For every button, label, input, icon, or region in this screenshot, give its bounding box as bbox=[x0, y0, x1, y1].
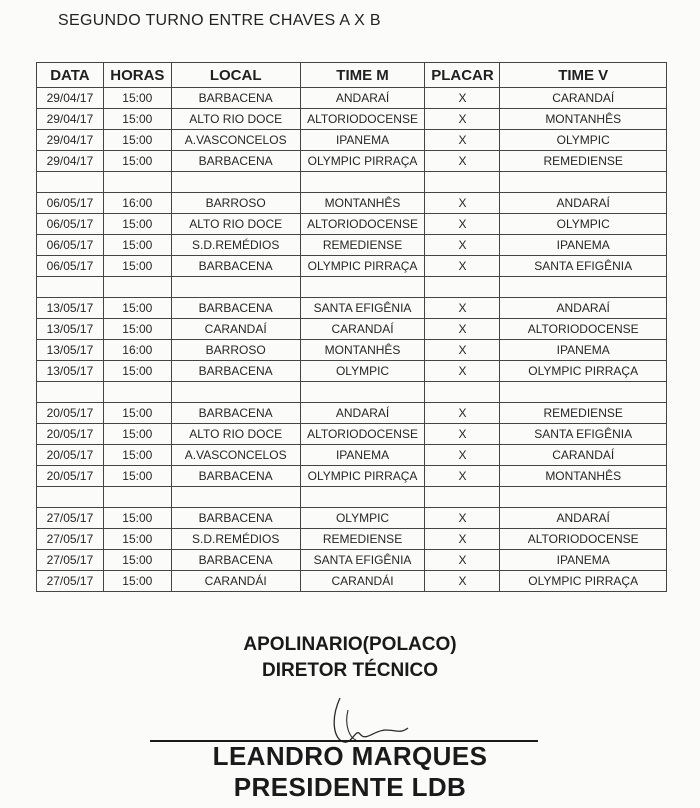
home-team-cell: CARANDÁI bbox=[300, 571, 425, 592]
venue-cell: CARANDÁI bbox=[171, 571, 300, 592]
header-time-v: TIME V bbox=[500, 63, 667, 88]
empty-cell bbox=[300, 487, 425, 508]
home-team-cell: SANTA EFIGÊNIA bbox=[300, 550, 425, 571]
away-team-cell: IPANEMA bbox=[500, 550, 667, 571]
time-cell: 15:00 bbox=[103, 550, 171, 571]
score-cell: X bbox=[425, 88, 500, 109]
away-team-cell: MONTANHÊS bbox=[500, 466, 667, 487]
home-team-cell: OLYMPIC PIRRAÇA bbox=[300, 256, 425, 277]
date-cell: 06/05/17 bbox=[37, 256, 104, 277]
score-cell: X bbox=[425, 109, 500, 130]
venue-cell: S.D.REMÉDIOS bbox=[171, 235, 300, 256]
round-separator-row bbox=[37, 172, 667, 193]
time-cell: 16:00 bbox=[103, 193, 171, 214]
date-cell: 13/05/17 bbox=[37, 361, 104, 382]
date-cell: 27/05/17 bbox=[37, 571, 104, 592]
home-team-cell: IPANEMA bbox=[300, 445, 425, 466]
time-cell: 15:00 bbox=[103, 445, 171, 466]
schedule-table bbox=[36, 62, 667, 592]
away-team-cell: REMEDIENSE bbox=[500, 403, 667, 424]
time-cell: 15:00 bbox=[103, 361, 171, 382]
home-team-cell: ALTORIODOCENSE bbox=[300, 424, 425, 445]
empty-cell bbox=[171, 382, 300, 403]
table-row bbox=[37, 550, 667, 571]
table-row bbox=[37, 445, 667, 466]
table-row bbox=[37, 109, 667, 130]
venue-cell: BARBACENA bbox=[171, 151, 300, 172]
away-team-cell: IPANEMA bbox=[500, 340, 667, 361]
score-cell: X bbox=[425, 235, 500, 256]
date-cell: 29/04/17 bbox=[37, 109, 104, 130]
score-cell: X bbox=[425, 445, 500, 466]
venue-cell: BARBACENA bbox=[171, 466, 300, 487]
empty-cell bbox=[500, 172, 667, 193]
venue-cell: BARROSO bbox=[171, 340, 300, 361]
venue-cell: BARBACENA bbox=[171, 550, 300, 571]
venue-cell: BARBACENA bbox=[171, 256, 300, 277]
table-row bbox=[37, 508, 667, 529]
venue-cell: ALTO RIO DOCE bbox=[171, 424, 300, 445]
away-team-cell: ALTORIODOCENSE bbox=[500, 529, 667, 550]
empty-cell bbox=[300, 172, 425, 193]
table-row bbox=[37, 88, 667, 109]
away-team-cell: IPANEMA bbox=[500, 235, 667, 256]
empty-cell bbox=[37, 277, 104, 298]
score-cell: X bbox=[425, 256, 500, 277]
score-cell: X bbox=[425, 298, 500, 319]
empty-cell bbox=[425, 487, 500, 508]
home-team-cell: ANDARAÍ bbox=[300, 403, 425, 424]
venue-cell: ALTO RIO DOCE bbox=[171, 109, 300, 130]
home-team-cell: ANDARAÍ bbox=[300, 88, 425, 109]
time-cell: 15:00 bbox=[103, 151, 171, 172]
venue-cell: BARBACENA bbox=[171, 361, 300, 382]
date-cell: 13/05/17 bbox=[37, 319, 104, 340]
empty-cell bbox=[500, 277, 667, 298]
table-row bbox=[37, 403, 667, 424]
time-cell: 15:00 bbox=[103, 298, 171, 319]
table-row bbox=[37, 193, 667, 214]
table-row bbox=[37, 130, 667, 151]
away-team-cell: MONTANHÊS bbox=[500, 109, 667, 130]
away-team-cell: OLYMPIC PIRRAÇA bbox=[500, 571, 667, 592]
page-title: SEGUNDO TURNO ENTRE CHAVES A X B bbox=[58, 12, 381, 29]
time-cell: 15:00 bbox=[103, 214, 171, 235]
venue-cell: BARROSO bbox=[171, 193, 300, 214]
score-cell: X bbox=[425, 571, 500, 592]
empty-cell bbox=[171, 172, 300, 193]
empty-cell bbox=[103, 487, 171, 508]
away-team-cell: OLYMPIC PIRRAÇA bbox=[500, 361, 667, 382]
time-cell: 15:00 bbox=[103, 109, 171, 130]
home-team-cell: OLYMPIC bbox=[300, 508, 425, 529]
time-cell: 15:00 bbox=[103, 88, 171, 109]
home-team-cell: REMEDIENSE bbox=[300, 235, 425, 256]
venue-cell: ALTO RIO DOCE bbox=[171, 214, 300, 235]
director-signature-block bbox=[0, 632, 700, 684]
away-team-cell: ALTORIODOCENSE bbox=[500, 319, 667, 340]
empty-cell bbox=[500, 382, 667, 403]
round-separator-row bbox=[37, 487, 667, 508]
table-row bbox=[37, 298, 667, 319]
away-team-cell: ANDARAÍ bbox=[500, 508, 667, 529]
table-row bbox=[37, 361, 667, 382]
score-cell: X bbox=[425, 214, 500, 235]
venue-cell: BARBACENA bbox=[171, 403, 300, 424]
table-row bbox=[37, 319, 667, 340]
venue-cell: BARBACENA bbox=[171, 298, 300, 319]
empty-cell bbox=[171, 487, 300, 508]
time-cell: 16:00 bbox=[103, 340, 171, 361]
score-cell: X bbox=[425, 466, 500, 487]
date-cell: 06/05/17 bbox=[37, 193, 104, 214]
round-separator-row bbox=[37, 277, 667, 298]
schedule-body bbox=[37, 88, 667, 592]
date-cell: 20/05/17 bbox=[37, 424, 104, 445]
venue-cell: A.VASCONCELOS bbox=[171, 130, 300, 151]
home-team-cell: IPANEMA bbox=[300, 130, 425, 151]
empty-cell bbox=[425, 172, 500, 193]
home-team-cell: CARANDAÍ bbox=[300, 319, 425, 340]
time-cell: 15:00 bbox=[103, 235, 171, 256]
header-horas: HORAS bbox=[103, 63, 171, 88]
time-cell: 15:00 bbox=[103, 529, 171, 550]
date-cell: 20/05/17 bbox=[37, 445, 104, 466]
table-row bbox=[37, 214, 667, 235]
away-team-cell: SANTA EFIGÊNIA bbox=[500, 424, 667, 445]
venue-cell: CARANDAÍ bbox=[171, 319, 300, 340]
empty-cell bbox=[425, 382, 500, 403]
time-cell: 15:00 bbox=[103, 424, 171, 445]
empty-cell bbox=[300, 277, 425, 298]
empty-cell bbox=[37, 487, 104, 508]
director-name: APOLINARIO(POLACO) bbox=[243, 634, 457, 655]
away-team-cell: OLYMPIC bbox=[500, 130, 667, 151]
venue-cell: BARBACENA bbox=[171, 88, 300, 109]
away-team-cell: ANDARAÍ bbox=[500, 298, 667, 319]
date-cell: 06/05/17 bbox=[37, 214, 104, 235]
date-cell: 27/05/17 bbox=[37, 529, 104, 550]
home-team-cell: OLYMPIC PIRRAÇA bbox=[300, 151, 425, 172]
time-cell: 15:00 bbox=[103, 466, 171, 487]
table-row bbox=[37, 151, 667, 172]
score-cell: X bbox=[425, 193, 500, 214]
away-team-cell: OLYMPIC bbox=[500, 214, 667, 235]
round-separator-row bbox=[37, 382, 667, 403]
table-row bbox=[37, 235, 667, 256]
away-team-cell: SANTA EFIGÊNIA bbox=[500, 256, 667, 277]
empty-cell bbox=[103, 277, 171, 298]
empty-cell bbox=[425, 277, 500, 298]
table-row bbox=[37, 424, 667, 445]
home-team-cell: REMEDIENSE bbox=[300, 529, 425, 550]
score-cell: X bbox=[425, 361, 500, 382]
score-cell: X bbox=[425, 130, 500, 151]
score-cell: X bbox=[425, 151, 500, 172]
time-cell: 15:00 bbox=[103, 130, 171, 151]
date-cell: 27/05/17 bbox=[37, 550, 104, 571]
president-signature-block bbox=[0, 741, 700, 803]
empty-cell bbox=[300, 382, 425, 403]
score-cell: X bbox=[425, 319, 500, 340]
table-row bbox=[37, 256, 667, 277]
home-team-cell: MONTANHÊS bbox=[300, 193, 425, 214]
away-team-cell: REMEDIENSE bbox=[500, 151, 667, 172]
time-cell: 15:00 bbox=[103, 319, 171, 340]
date-cell: 20/05/17 bbox=[37, 466, 104, 487]
away-team-cell: CARANDAÍ bbox=[500, 445, 667, 466]
president-name: LEANDRO MARQUES bbox=[212, 741, 488, 771]
empty-cell bbox=[103, 172, 171, 193]
empty-cell bbox=[37, 382, 104, 403]
venue-cell: BARBACENA bbox=[171, 508, 300, 529]
venue-cell: S.D.REMÉDIOS bbox=[171, 529, 300, 550]
header-time-m: TIME M bbox=[300, 63, 425, 88]
table-row bbox=[37, 340, 667, 361]
president-role: PRESIDENTE LDB bbox=[233, 772, 467, 802]
table-row bbox=[37, 529, 667, 550]
away-team-cell: CARANDAÍ bbox=[500, 88, 667, 109]
date-cell: 27/05/17 bbox=[37, 508, 104, 529]
date-cell: 20/05/17 bbox=[37, 403, 104, 424]
director-role: DIRETOR TÉCNICO bbox=[262, 660, 438, 681]
home-team-cell: SANTA EFIGÊNIA bbox=[300, 298, 425, 319]
time-cell: 15:00 bbox=[103, 403, 171, 424]
header-data: DATA bbox=[37, 63, 104, 88]
empty-cell bbox=[171, 277, 300, 298]
table-row bbox=[37, 466, 667, 487]
table-header-row bbox=[37, 63, 667, 88]
time-cell: 15:00 bbox=[103, 256, 171, 277]
date-cell: 13/05/17 bbox=[37, 340, 104, 361]
empty-cell bbox=[37, 172, 104, 193]
home-team-cell: OLYMPIC PIRRAÇA bbox=[300, 466, 425, 487]
home-team-cell: OLYMPIC bbox=[300, 361, 425, 382]
header-placar: PLACAR bbox=[425, 63, 500, 88]
time-cell: 15:00 bbox=[103, 508, 171, 529]
score-cell: X bbox=[425, 403, 500, 424]
table-row bbox=[37, 571, 667, 592]
score-cell: X bbox=[425, 424, 500, 445]
score-cell: X bbox=[425, 340, 500, 361]
away-team-cell: ANDARAÍ bbox=[500, 193, 667, 214]
empty-cell bbox=[103, 382, 171, 403]
date-cell: 29/04/17 bbox=[37, 88, 104, 109]
header-local: LOCAL bbox=[171, 63, 300, 88]
home-team-cell: ALTORIODOCENSE bbox=[300, 214, 425, 235]
score-cell: X bbox=[425, 550, 500, 571]
empty-cell bbox=[500, 487, 667, 508]
venue-cell: A.VASCONCELOS bbox=[171, 445, 300, 466]
time-cell: 15:00 bbox=[103, 571, 171, 592]
date-cell: 06/05/17 bbox=[37, 235, 104, 256]
home-team-cell: ALTORIODOCENSE bbox=[300, 109, 425, 130]
score-cell: X bbox=[425, 508, 500, 529]
score-cell: X bbox=[425, 529, 500, 550]
home-team-cell: MONTANHÊS bbox=[300, 340, 425, 361]
date-cell: 13/05/17 bbox=[37, 298, 104, 319]
date-cell: 29/04/17 bbox=[37, 151, 104, 172]
date-cell: 29/04/17 bbox=[37, 130, 104, 151]
